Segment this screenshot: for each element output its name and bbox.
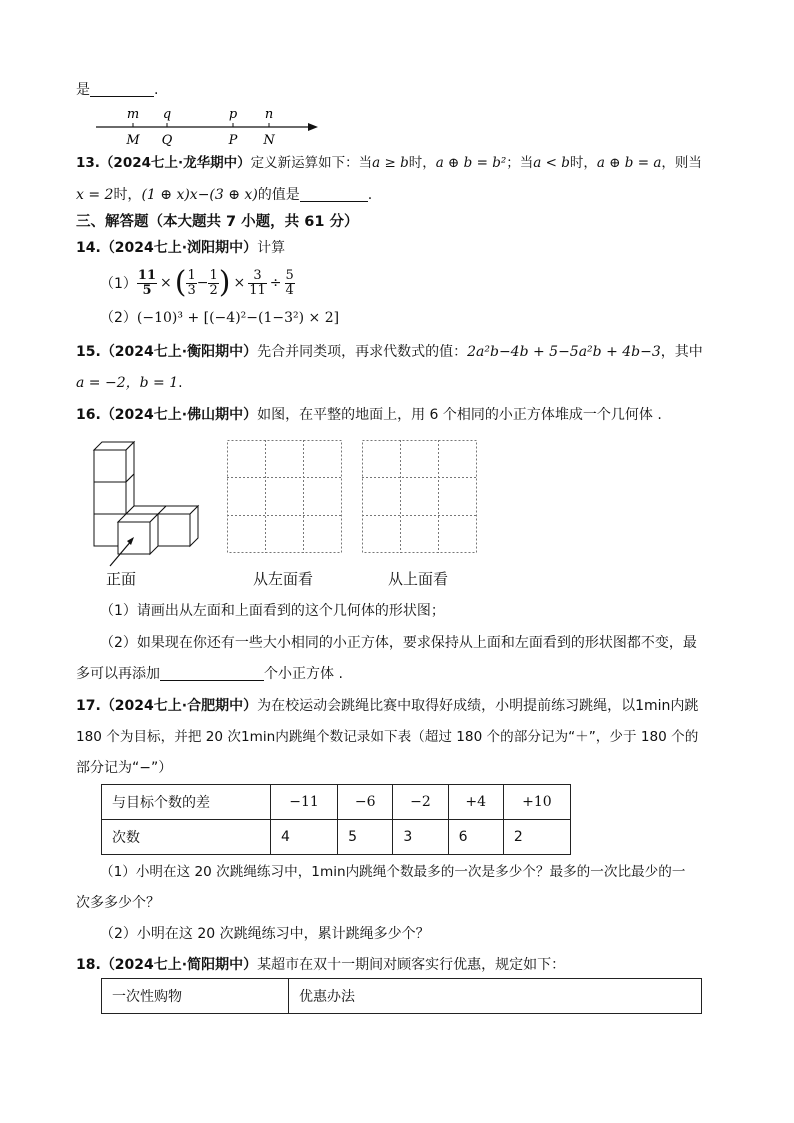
- label-p: p: [228, 107, 238, 122]
- q13-mid4: 时，: [113, 187, 142, 203]
- table-cell: −11: [271, 785, 338, 820]
- label-m: m: [126, 107, 140, 122]
- q17-text: 为在校运动会跳绳比赛中取得好成绩，小明提前练习跳绳，以1min内跳: [257, 698, 699, 714]
- q13-op1: a ⊕ b = b²: [435, 155, 507, 171]
- q17-line1: [76, 696, 698, 716]
- q13-source: （2024七上·龙华期中）: [99, 155, 251, 171]
- q18-text: 某超市在双十一期间对顾客实行优惠，规定如下：: [257, 957, 566, 973]
- q13-cond2: a < b: [533, 155, 570, 171]
- q13-mid3: 时，: [569, 155, 597, 171]
- q17-source: （2024七上·合肥期中）: [100, 698, 258, 714]
- caption-left: 从左面看: [253, 570, 314, 588]
- fraction: [248, 269, 267, 298]
- q17-line3: 部分记为“−”）: [76, 760, 173, 776]
- table-cell: 6: [448, 820, 503, 855]
- q14-p2-label: （2）: [100, 310, 137, 326]
- q13-text: 定义新运算如下：当: [250, 155, 373, 171]
- grid-top-view[interactable]: [362, 440, 478, 554]
- times-sign: ×: [160, 275, 172, 291]
- q16-part2b: [76, 664, 343, 684]
- q12-tail: [76, 80, 158, 100]
- frac-den: 4: [285, 282, 294, 298]
- q18-source: （2024七上·简阳期中）: [100, 957, 258, 973]
- q15-values: a = −2，b = 1: [76, 375, 179, 391]
- q17-line2: 180 个为目标，并把 20 次1min内跳绳个数记录如下表（超过 180 个的部分记为“＋”，少于 180 个的: [76, 729, 699, 745]
- q13-mid1: 时，: [408, 155, 436, 171]
- q17-table: [101, 784, 571, 855]
- q14-text: 计算: [257, 240, 286, 256]
- q16-number: 16.: [76, 407, 101, 423]
- frac-num: 1: [187, 267, 196, 283]
- table-row: [102, 820, 571, 855]
- q13-mid2: ；当: [506, 155, 534, 171]
- section-title: 三、解答题（本大题共 7 小题，共 61 分）: [76, 214, 359, 230]
- minus-sign: −: [196, 275, 209, 291]
- q14-source: （2024七上·浏阳期中）: [100, 240, 258, 256]
- q18-line1: [76, 955, 565, 975]
- answer-blank[interactable]: [90, 82, 154, 97]
- frac-den: 3: [187, 282, 196, 298]
- frac-num: 3: [248, 269, 267, 284]
- label-P: P: [228, 133, 238, 148]
- q16-line1: [76, 405, 662, 425]
- q17-part1b: 次多多少个？: [76, 895, 160, 911]
- q15-period: .: [178, 375, 183, 391]
- caption-front: 正面: [106, 570, 137, 588]
- label-q: q: [162, 107, 172, 122]
- grid-left-view[interactable]: [227, 440, 343, 554]
- q12-prefix: 是: [76, 82, 90, 98]
- q18-number: 18.: [76, 957, 101, 973]
- table-row: [102, 785, 571, 820]
- q17-number: 17.: [76, 698, 101, 714]
- q13-end1: ，则当: [661, 155, 702, 171]
- q15-expr: 2a²b−4b + 5−5a²b + 4b−3: [467, 344, 661, 360]
- q13-end2: 的值是: [257, 187, 300, 203]
- q16-source: （2024七上·佛山期中）: [100, 407, 258, 423]
- q13-number: 13.: [76, 155, 100, 171]
- frac-den: 11: [249, 282, 266, 298]
- paren-open: (: [174, 265, 187, 300]
- q14-part2: [100, 308, 339, 328]
- table-cell: 优惠办法: [289, 979, 702, 1014]
- answer-blank[interactable]: [160, 666, 264, 681]
- answer-blank[interactable]: [300, 187, 368, 202]
- table-cell: 与目标个数的差: [102, 785, 271, 820]
- q13-cond1: a ≥ b: [372, 155, 409, 171]
- q13-op2: a ⊕ b = a: [596, 155, 662, 171]
- divide-sign: ÷: [269, 275, 282, 291]
- frac-den: 5: [142, 282, 152, 298]
- q13-expr: (1 ⊕ x)x−(3 ⊕ x): [141, 187, 258, 203]
- q16-p2b-prefix: 多可以再添加: [76, 666, 160, 682]
- frac-den: 2: [209, 282, 218, 298]
- table-cell: −2: [393, 785, 448, 820]
- q13-line2: [76, 185, 372, 205]
- cube-figure: [84, 436, 204, 568]
- fraction: [186, 269, 196, 298]
- q16-part1: （1）请画出从左面和上面看到的这个几何体的形状图；: [100, 603, 445, 619]
- q17-part2: （2）小明在这 20 次跳绳练习中，累计跳绳多少个？: [100, 926, 430, 942]
- table-cell: −6: [338, 785, 393, 820]
- q14-line1: [76, 238, 285, 258]
- q14-p1-label: （1）: [100, 276, 137, 292]
- q18-table: [101, 978, 702, 1014]
- q16-text: 如图，在平整的地面上，用 6 个相同的小正方体堆成一个几何体 .: [257, 407, 662, 423]
- table-row: [102, 979, 702, 1014]
- q17-part1a: （1）小明在这 20 次跳绳练习中，1min内跳绳个数最多的一次是多少个？最多的一次比最少的一: [100, 864, 686, 880]
- table-cell: 2: [503, 820, 570, 855]
- table-cell: 3: [393, 820, 448, 855]
- label-Q: Q: [161, 133, 173, 148]
- table-cell: 4: [271, 820, 338, 855]
- paren-close: ): [218, 265, 231, 300]
- label-n: n: [264, 107, 274, 122]
- q13-line1: [76, 153, 702, 173]
- q15-source: （2024七上·衡阳期中）: [100, 344, 258, 360]
- q14-number: 14.: [76, 240, 101, 256]
- fraction: [285, 269, 295, 298]
- number-line: [90, 100, 330, 148]
- q12-period: .: [154, 82, 159, 98]
- table-cell: 次数: [102, 820, 271, 855]
- q15-text: 先合并同类项，再求代数式的值：: [257, 344, 468, 360]
- q15-line2: [76, 373, 183, 393]
- q16-p2b-suffix: 个小正方体 .: [264, 666, 343, 682]
- table-cell: +4: [448, 785, 503, 820]
- q13-period: .: [367, 187, 373, 203]
- q13-x: x = 2: [76, 187, 114, 203]
- times-sign: ×: [233, 275, 246, 291]
- table-cell: 5: [338, 820, 393, 855]
- table-cell: +10: [503, 785, 570, 820]
- table-cell: 一次性购物: [102, 979, 289, 1014]
- frac-num: 11: [137, 267, 157, 283]
- fraction: [137, 269, 157, 298]
- fraction: [208, 269, 218, 298]
- q14-p2-expr: (−10)³ + [(−4)²−(1−3²) × 2]: [136, 310, 340, 326]
- q15-tail: ，其中: [660, 344, 703, 360]
- caption-top: 从上面看: [388, 570, 449, 588]
- frac-num: 5: [285, 267, 294, 283]
- q15-number: 15.: [76, 344, 101, 360]
- q16-part2: （2）如果现在你还有一些大小相同的小正方体，要求保持从上面和左面看到的形状图都不变，最: [100, 635, 697, 651]
- frac-num: 1: [209, 267, 218, 283]
- label-N: N: [263, 133, 275, 148]
- label-M: M: [126, 133, 140, 148]
- q15-line1: [76, 342, 703, 362]
- q14-part1: [100, 264, 295, 302]
